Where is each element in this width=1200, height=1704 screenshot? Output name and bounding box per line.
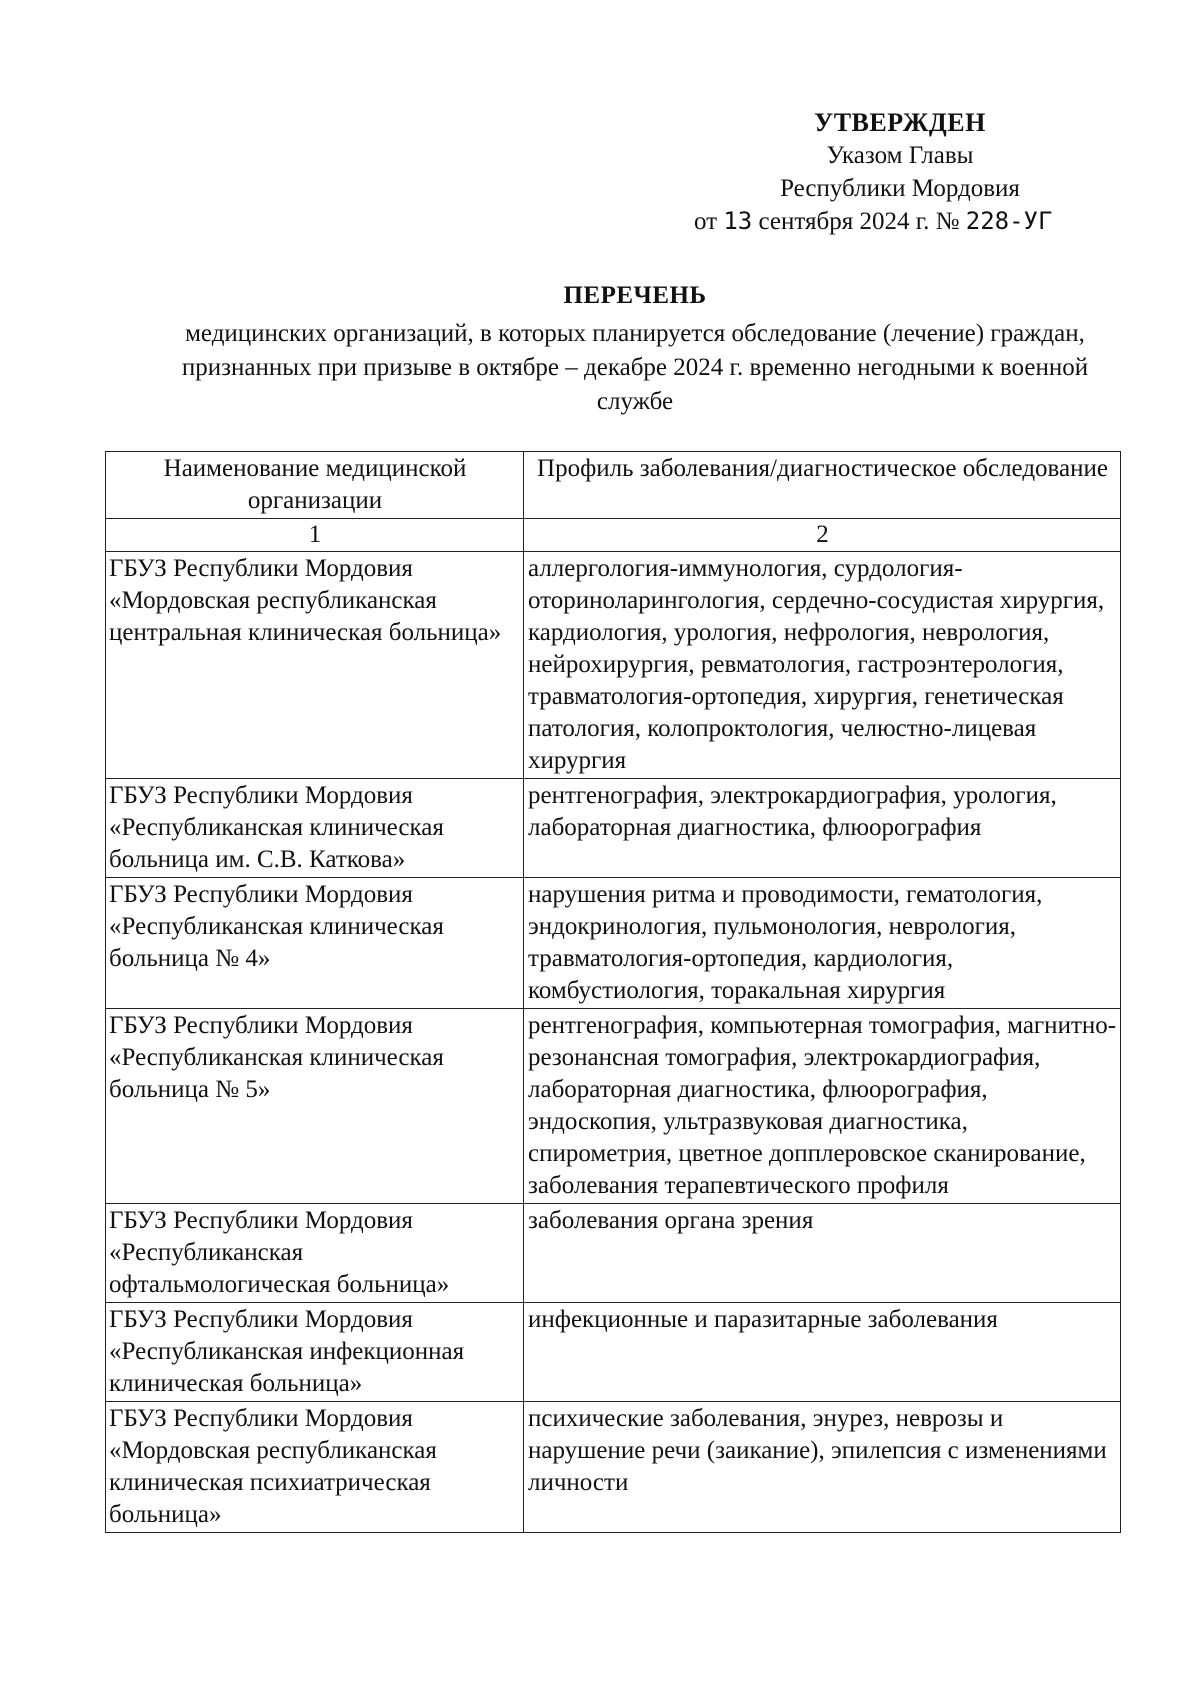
organization-cell: ГБУЗ Республики Мордовия «Республиканская клиническая больница № 4»: [106, 878, 524, 1009]
profile-cell: нарушения ритма и проводимости, гематология, эндокринология, пульмонология, неврология, травматология-ортопедия, кардиология, комбустиология, торакальная хирургия: [524, 878, 1121, 1009]
profile-cell: рентгенография, электрокардиография, урология, лабораторная диагностика, флюорография: [524, 779, 1121, 878]
table-row: [106, 1303, 1121, 1402]
table-header-row: [106, 452, 1121, 519]
document-subtitle: медицинских организаций, в которых планируется обследование (лечение) граждан, признанных при призыве в октябре – декабре 2024 г. временно негодными к военной службе: [181, 320, 1089, 415]
table-row: [106, 779, 1121, 878]
profile-cell: заболевания органа зрения: [524, 1204, 1121, 1303]
table-row: [106, 1402, 1121, 1533]
approval-block: [690, 106, 1110, 238]
date-prefix: от: [694, 208, 718, 235]
approval-date-line: [690, 205, 1110, 238]
approval-stamp: УТВЕРЖДЕН: [814, 108, 986, 137]
table-row: [106, 878, 1121, 1009]
approval-line-republic: Республики Мордовия: [780, 175, 1020, 202]
organization-cell: ГБУЗ Республики Мордовия «Республиканская офтальмологическая больница»: [106, 1204, 524, 1303]
profile-cell: психические заболевания, энурез, неврозы и нарушение речи (заикание), эпилепсия с изменениями личности: [524, 1402, 1121, 1533]
organization-cell: ГБУЗ Республики Мордовия «Республиканская инфекционная клиническая больница»: [106, 1303, 524, 1402]
table-row: [106, 1009, 1121, 1204]
organization-cell: ГБУЗ Республики Мордовия «Мордовская республиканская центральная клиническая больница»: [106, 552, 524, 779]
header-organization: Наименование медицинской организации: [106, 452, 524, 519]
organization-cell: ГБУЗ Республики Мордовия «Мордовская республиканская клиническая психиатрическая больница»: [106, 1402, 524, 1533]
organization-cell: ГБУЗ Республики Мордовия «Республиканская клиническая больница им. С.В. Каткова»: [106, 779, 524, 878]
organization-cell: ГБУЗ Республики Мордовия «Республиканская клиническая больница № 5»: [106, 1009, 524, 1204]
date-rest: сентября 2024 г. №: [758, 208, 960, 235]
document-title: ПЕРЕЧЕНЬ: [563, 282, 707, 309]
profile-cell: рентгенография, компьютерная томография, магнитно-резонансная томография, электрокардиография, лабораторная диагностика, флюорография, эндоскопия, ультразвуковая диагностика, спирометрия, цветное допплеровское сканирование, заболевания терапевтического профиля: [524, 1009, 1121, 1204]
table-row: [106, 552, 1121, 779]
profile-cell: инфекционные и паразитарные заболевания: [524, 1303, 1121, 1402]
column-number-row: [106, 519, 1121, 552]
profile-cell: аллергология-иммунология, сурдология-оториноларингология, сердечно-сосудистая хирургия, кардиология, урология, нефрология, неврология, нейрохирургия, ревматология, гастроэнтерология, травматология-ортопедия, хирургия, генетическая патология, колопроктология, челюстно-лицевая хирургия: [524, 552, 1121, 779]
table-row: [106, 1204, 1121, 1303]
approval-line-decree: Указом Главы: [826, 142, 974, 169]
decree-number: 228-УГ: [965, 207, 1053, 235]
header-profile: Профиль заболевания/диагностическое обследование: [524, 452, 1121, 519]
column-number-2: 2: [524, 519, 1121, 552]
organizations-table: [105, 451, 1121, 1533]
column-number-1: 1: [106, 519, 524, 552]
date-day: 13: [723, 207, 753, 235]
